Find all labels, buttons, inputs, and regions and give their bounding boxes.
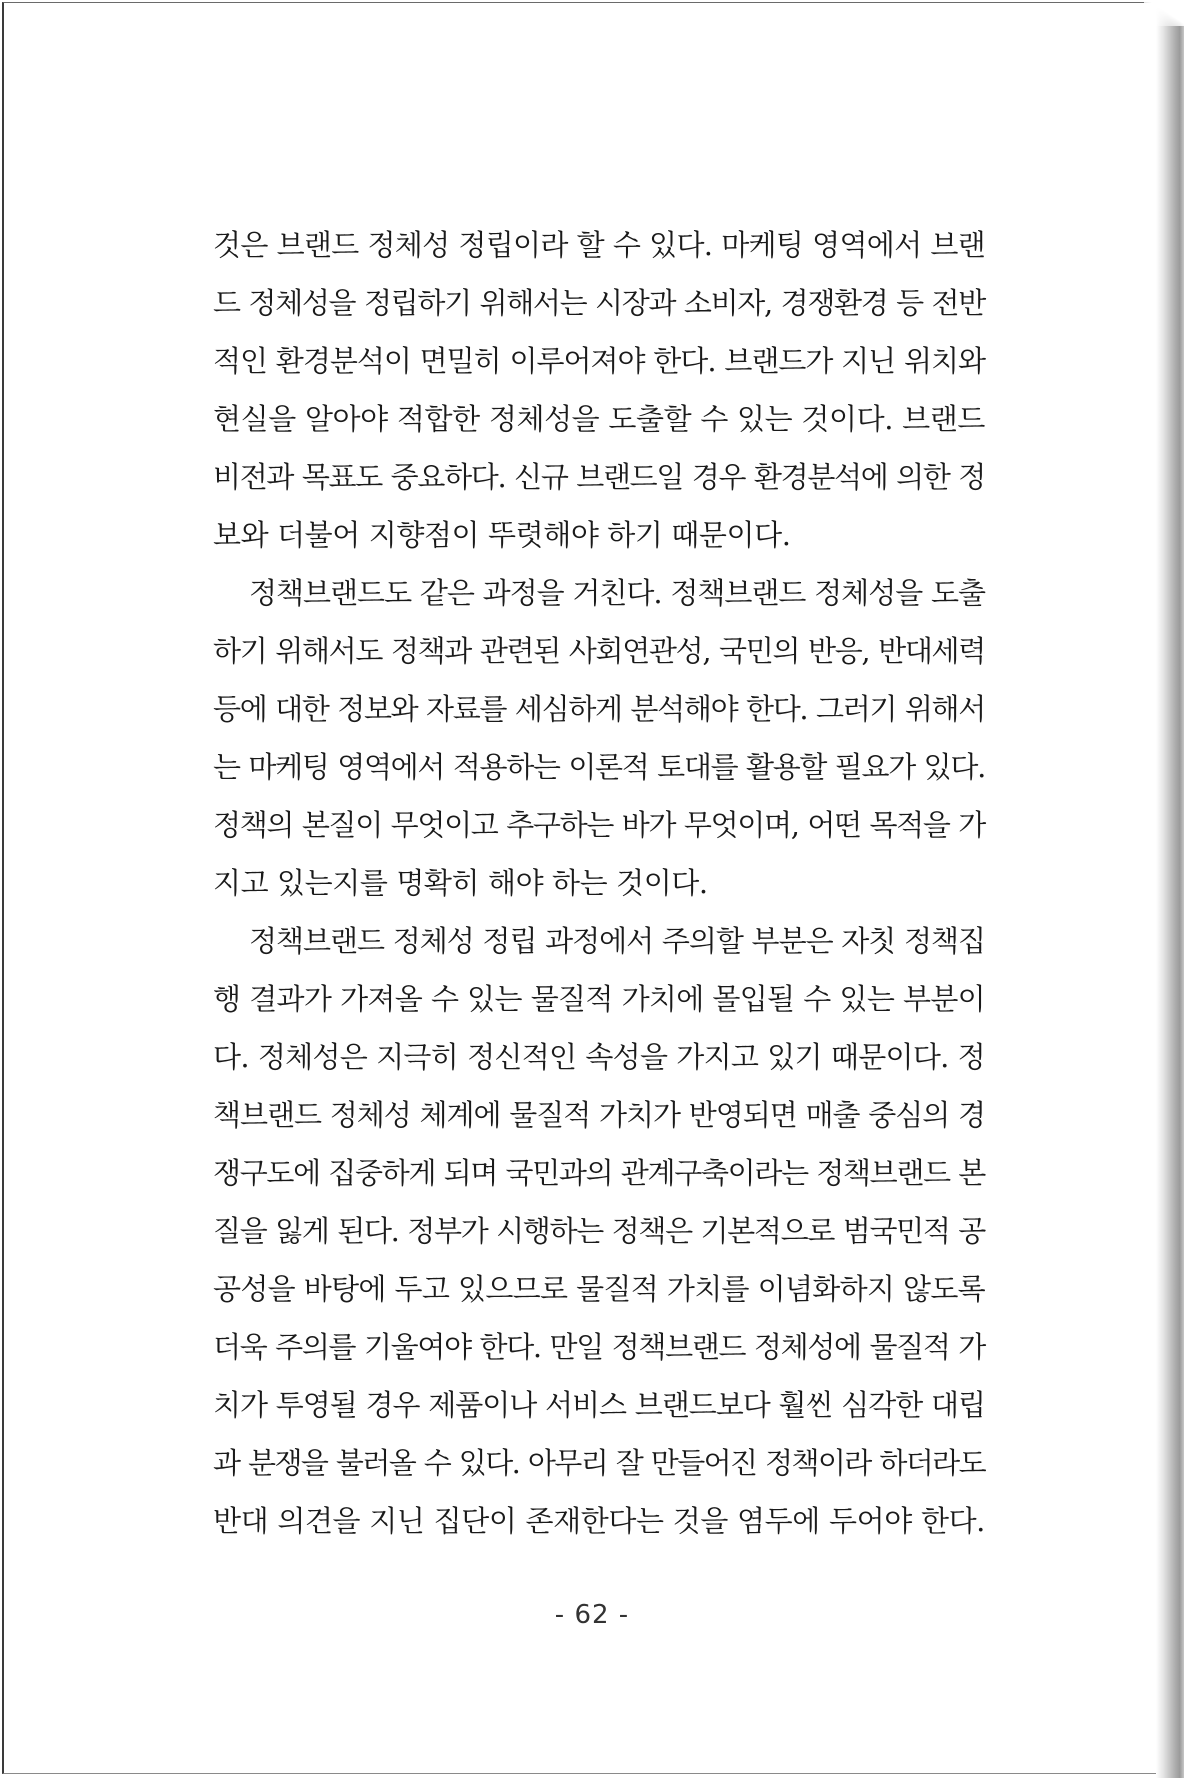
text-line-10: 는 마케팅 영역에서 적용하는 이론적 토대를 활용할 필요가 있다.: [213, 750, 985, 784]
text-line-21: 치가 투영될 경우 제품이나 서비스 브랜드보다 훨씬 심각한 대립: [213, 1388, 985, 1422]
page-number: - 62 -: [554, 1600, 630, 1630]
text-line-13: 정책브랜드 정체성 정립 과정에서 주의할 부분은 자칫 정책집: [249, 924, 985, 958]
text-line-1: 것은 브랜드 정체성 정립이라 할 수 있다. 마케팅 영역에서 브랜: [213, 228, 985, 262]
text-line-7: 정책브랜드도 같은 과정을 거친다. 정책브랜드 정체성을 도출: [249, 576, 985, 610]
text-line-4: 현실을 알아야 적합한 정체성을 도출할 수 있는 것이다. 브랜드: [213, 402, 985, 436]
text-line-8: 하기 위해서도 정책과 관련된 사회연관성, 국민의 반응, 반대세력: [213, 634, 985, 668]
text-line-14: 행 결과가 가져올 수 있는 물질적 가치에 몰입될 수 있는 부분이: [213, 982, 985, 1016]
text-line-17: 쟁구도에 집중하게 되며 국민과의 관계구축이라는 정책브랜드 본: [213, 1156, 985, 1190]
text-line-5: 비전과 목표도 중요하다. 신규 브랜드일 경우 환경분석에 의한 정: [213, 460, 985, 494]
text-line-15: 다. 정체성은 지극히 정신적인 속성을 가지고 있기 때문이다. 정: [213, 1040, 985, 1074]
text-line-23: 반대 의견을 지닌 집단이 존재한다는 것을 염두에 두어야 한다.: [213, 1504, 985, 1538]
page-edge-shadow: [1156, 0, 1184, 1778]
text-line-19: 공성을 바탕에 두고 있으므로 물질적 가치를 이념화하지 않도록: [213, 1272, 985, 1306]
text-line-6: 보와 더불어 지향점이 뚜렷해야 하기 때문이다.: [213, 518, 791, 552]
text-line-22: 과 분쟁을 불러올 수 있다. 아무리 잘 만들어진 정책이라 하더라도: [213, 1446, 985, 1480]
text-line-18: 질을 잃게 된다. 정부가 시행하는 정책은 기본적으로 범국민적 공: [213, 1214, 985, 1248]
text-line-11: 정책의 본질이 무엇이고 추구하는 바가 무엇이며, 어떤 목적을 가: [213, 808, 985, 842]
body-text: [213, 216, 985, 1550]
text-line-12: 지고 있는지를 명확히 해야 하는 것이다.: [213, 866, 708, 900]
text-line-2: 드 정체성을 정립하기 위해서는 시장과 소비자, 경쟁환경 등 전반: [213, 286, 985, 320]
page-corner-highlight: [1144, 0, 1184, 26]
text-line-16: 책브랜드 정체성 체계에 물질적 가치가 반영되면 매출 중심의 경: [213, 1098, 985, 1132]
text-line-9: 등에 대한 정보와 자료를 세심하게 분석해야 한다. 그러기 위해서: [213, 692, 985, 726]
text-line-3: 적인 환경분석이 면밀히 이루어져야 한다. 브랜드가 지닌 위치와: [213, 344, 985, 378]
text-line-20: 더욱 주의를 기울여야 한다. 만일 정책브랜드 정체성에 물질적 가: [213, 1330, 985, 1364]
